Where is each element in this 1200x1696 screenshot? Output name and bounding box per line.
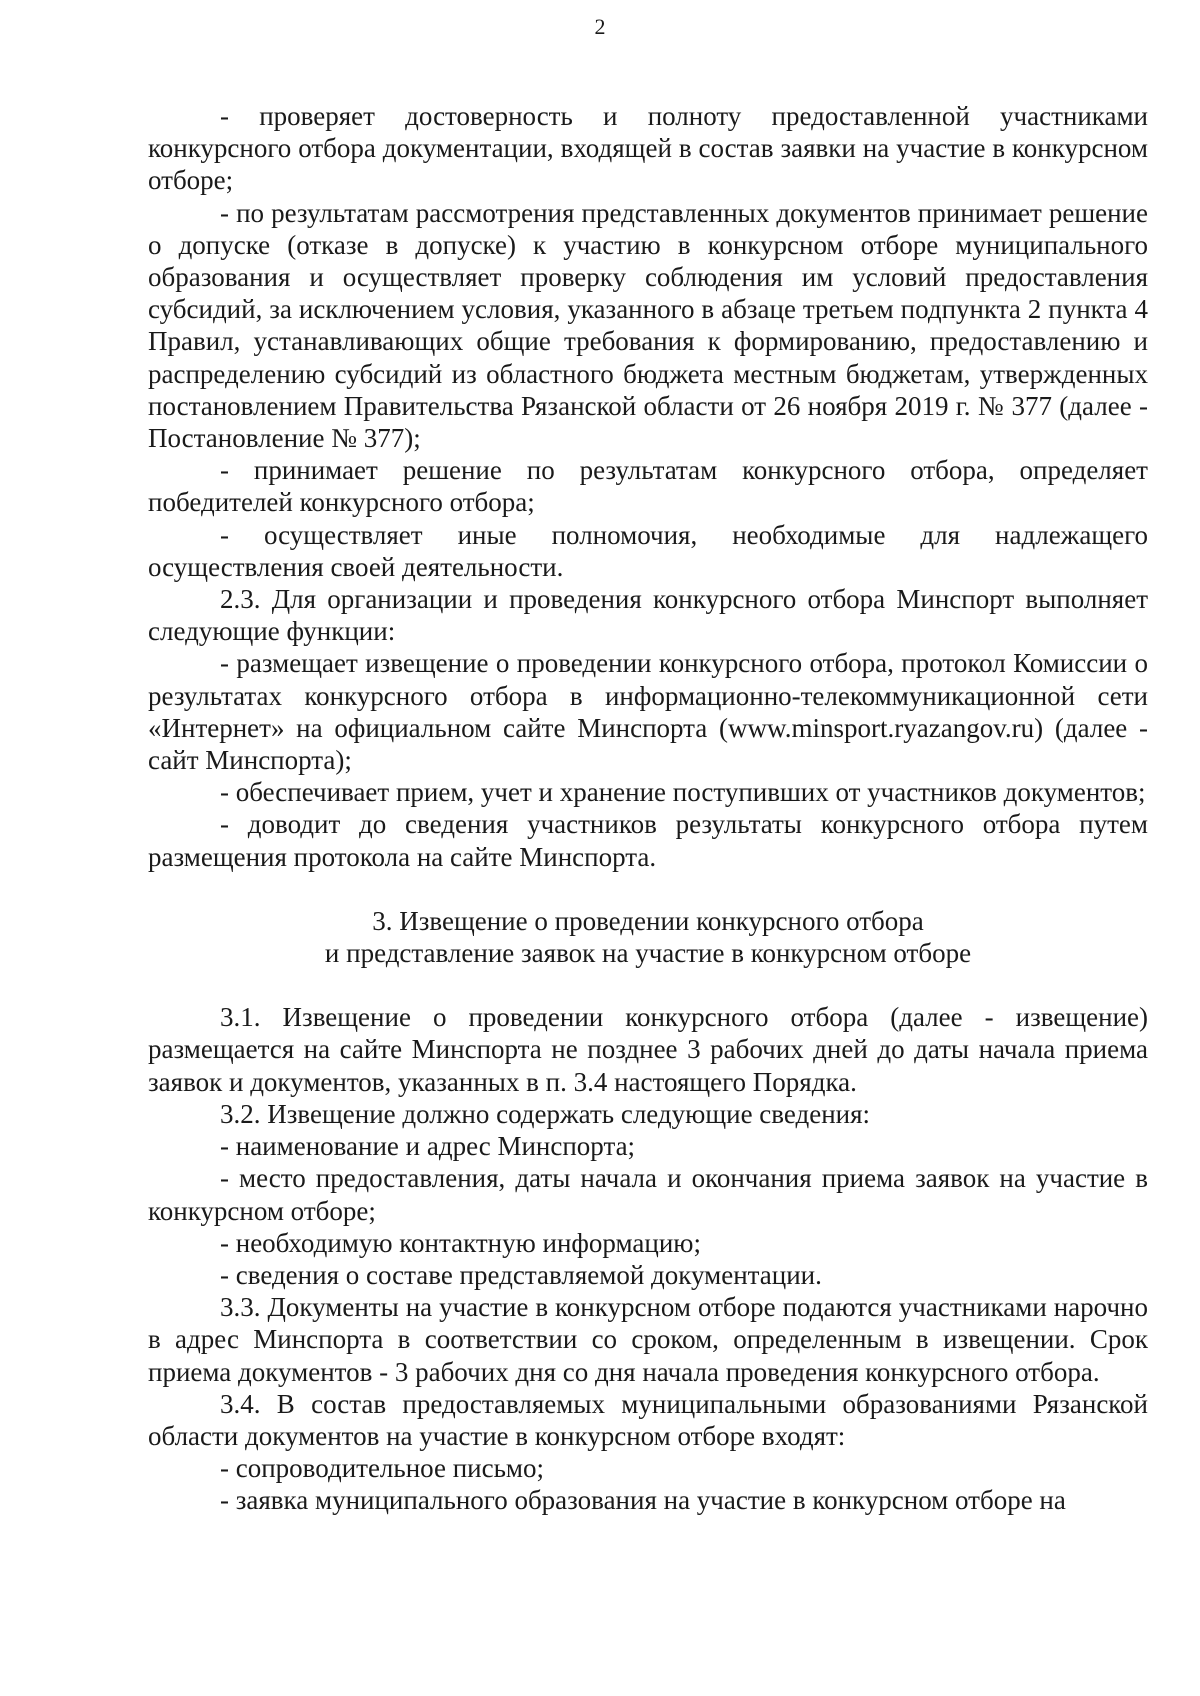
paragraph: 3.4. В состав предоставляемых муниципальными образованиями Рязанской области документов на участие в конкурсном отборе входят: — [148, 1388, 1148, 1451]
paragraph: - доводит до сведения участников результаты конкурсного отбора путем размещения протокола на сайте Минспорта. — [148, 809, 1148, 872]
section-heading-line-1: 3. Извещение о проведении конкурсного отбора — [372, 905, 924, 936]
document-body — [148, 100, 1148, 1517]
paragraph: - сопроводительное письмо; — [220, 1453, 545, 1484]
paragraph: - осуществляет иные полномочия, необходимые для надлежащего осуществления своей деятельности. — [148, 519, 1148, 582]
paragraph: 3.2. Извещение должно содержать следующие сведения: — [220, 1098, 871, 1129]
paragraph: - принимает решение по результатам конкурсного отбора, определяет победителей конкурсного отбора; — [148, 455, 1148, 518]
section-heading-line-2: и представление заявок на участие в конкурсном отборе — [324, 938, 972, 969]
paragraph: - размещает извещение о проведении конкурсного отбора, протокол Комиссии о результатах конкурсного отбора в информационно-телекоммуникационной сети «Интернет» на официальном сайте Минспорта (www.minsport.ryazangov.ru) (далее - сайт Минспорта); — [148, 648, 1148, 776]
paragraph: 3.1. Извещение о проведении конкурсного отбора (далее - извещение) размещается на сайте Минспорта не позднее 3 рабочих дней до даты начала приема заявок и документов, указанных в п. 3.4 настоящего Порядка. — [148, 1002, 1148, 1097]
paragraph: - сведения о составе представляемой документации. — [220, 1259, 822, 1290]
paragraph: 2.3. Для организации и проведения конкурсного отбора Минспорт выполняет следующие функции: — [148, 584, 1148, 647]
paragraph: - необходимую контактную информацию; — [220, 1227, 701, 1258]
paragraph: - наименование и адрес Минспорта; — [220, 1131, 636, 1162]
paragraph: 3.3. Документы на участие в конкурсном отборе подаются участниками нарочно в адрес Минспорта в соответствии со сроком, определенным в извещении. Срок приема документов - 3 рабочих дня со дня начала проведения конкурсного отбора. — [148, 1292, 1148, 1387]
paragraph: - по результатам рассмотрения представленных документов принимает решение о допуске (отказе в допуске) к участию в конкурсном отборе муниципального образования и осуществляет проверку соблюдения им условий предоставления субсидий, за исключением условия, указанного в абзаце третьем подпункта 2 пункта 4 Правил, устанавливающих общие требования к формированию, предоставлению и распределению субсидий из областного бюджета местным бюджетам, утвержденных постановлением Правительства Рязанской области от 26 ноября 2019 г. № 377 (далее - Постановление № 377); — [148, 197, 1148, 454]
paragraph: - место предоставления, даты начала и окончания приема заявок на участие в конкурсном отборе; — [148, 1163, 1148, 1226]
page-number: 2 — [594, 14, 606, 39]
paragraph: - проверяет достоверность и полноту предоставленной участниками конкурсного отбора документации, входящей в состав заявки на участие в конкурсном отборе; — [148, 101, 1148, 196]
paragraph: - заявка муниципального образования на участие в конкурсном отборе на — [220, 1485, 1066, 1516]
section-heading — [148, 905, 1148, 969]
paragraph: - обеспечивает прием, учет и хранение поступивших от участников документов; — [220, 777, 1146, 808]
